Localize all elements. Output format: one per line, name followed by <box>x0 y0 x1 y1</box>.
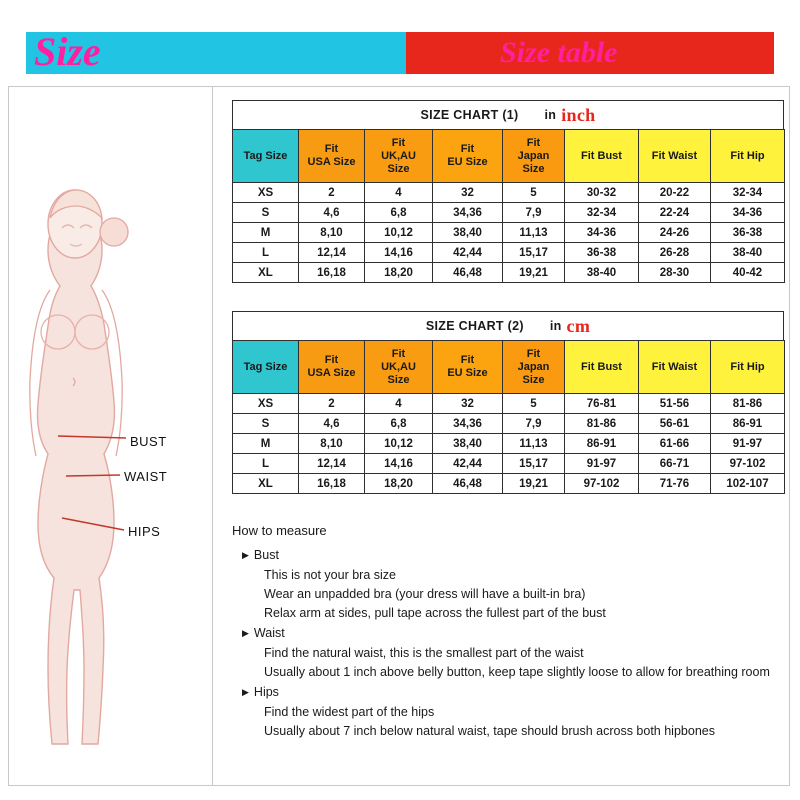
col-header-fit-waist: Fit Waist <box>639 130 711 183</box>
measure-group <box>232 624 784 682</box>
cell-value: 32-34 <box>565 203 639 223</box>
cell-value: 19,21 <box>503 474 565 494</box>
cell-value: 6,8 <box>365 203 433 223</box>
cell-tag-size: XL <box>233 263 299 283</box>
measure-instruction: Usually about 1 inch above belly button, keep tape slightly loose to allow for breathing room <box>264 665 770 679</box>
cell-value: 91-97 <box>711 434 785 454</box>
table-row <box>233 454 785 474</box>
col-header-japan-size: Fit Japan Size <box>503 130 565 183</box>
col-header-tag-size: Tag Size <box>233 341 299 394</box>
col-header-fit-hip: Fit Hip <box>711 341 785 394</box>
cell-value: 46,48 <box>433 263 503 283</box>
table-row <box>233 203 785 223</box>
size-chart-1-unit: inch <box>561 104 596 125</box>
size-chart-2-body <box>233 394 785 494</box>
cell-value: 14,16 <box>365 454 433 474</box>
table-row <box>233 474 785 494</box>
cell-tag-size: XS <box>233 394 299 414</box>
cell-value: 10,12 <box>365 434 433 454</box>
measure-group-name: ▶ Hips <box>242 685 279 699</box>
cell-value: 18,20 <box>365 474 433 494</box>
cell-value: 16,18 <box>299 474 365 494</box>
triangle-bullet-icon: ▶ <box>242 628 249 638</box>
cell-value: 14,16 <box>365 243 433 263</box>
cell-tag-size: XL <box>233 474 299 494</box>
cell-value: 32 <box>433 394 503 414</box>
col-header-ukau-size: Fit UK,AU Size <box>365 130 433 183</box>
cell-value: 28-30 <box>639 263 711 283</box>
measure-group <box>232 546 784 623</box>
measure-instruction: Wear an unpadded bra (your dress will have a built-in bra) <box>264 587 586 601</box>
cell-value: 36-38 <box>565 243 639 263</box>
how-to-measure-section <box>232 521 784 742</box>
cell-value: 46,48 <box>433 474 503 494</box>
size-chart-1-table <box>232 129 785 283</box>
col-header-eu-size: Fit EU Size <box>433 341 503 394</box>
cell-value: 11,13 <box>503 434 565 454</box>
cell-value: 86-91 <box>711 414 785 434</box>
col-header-usa-size: Fit USA Size <box>299 341 365 394</box>
page-title: Size <box>34 29 101 74</box>
cell-value: 4,6 <box>299 203 365 223</box>
header-size-table-title: Size table <box>500 36 618 69</box>
cell-value: 71-76 <box>639 474 711 494</box>
figure-label-waist: WAIST <box>124 469 168 484</box>
cell-value: 97-102 <box>565 474 639 494</box>
cell-value: 16,18 <box>299 263 365 283</box>
cell-value: 19,21 <box>503 263 565 283</box>
cell-value: 15,17 <box>503 243 565 263</box>
cell-value: 38,40 <box>433 434 503 454</box>
size-chart-1-title <box>232 100 784 129</box>
size-chart-1-title-text: SIZE CHART (1) <box>420 108 519 122</box>
cell-value: 18,20 <box>365 263 433 283</box>
table-row <box>233 223 785 243</box>
cell-value: 81-86 <box>711 394 785 414</box>
cell-value: 97-102 <box>711 454 785 474</box>
cell-tag-size: S <box>233 203 299 223</box>
cell-value: 7,9 <box>503 203 565 223</box>
cell-value: 34-36 <box>565 223 639 243</box>
cell-value: 76-81 <box>565 394 639 414</box>
cell-value: 24-26 <box>639 223 711 243</box>
size-chart-2-title <box>232 311 784 340</box>
size-chart-2-title-text: SIZE CHART (2) <box>425 319 524 333</box>
cell-value: 91-97 <box>565 454 639 474</box>
col-header-ukau-size: Fit UK,AU Size <box>365 341 433 394</box>
measure-instruction: Find the natural waist, this is the smallest part of the waist <box>264 646 584 660</box>
table-row <box>233 434 785 454</box>
cell-value: 51-56 <box>639 394 711 414</box>
female-body-outline-icon <box>10 120 210 760</box>
cell-value: 4,6 <box>299 414 365 434</box>
triangle-bullet-icon: ▶ <box>242 550 249 560</box>
cell-value: 15,17 <box>503 454 565 474</box>
measure-instruction: Relax arm at sides, pull tape across the fullest part of the bust <box>264 606 606 620</box>
cell-tag-size: S <box>233 414 299 434</box>
measure-instruction: Find the widest part of the hips <box>264 705 435 719</box>
cell-value: 42,44 <box>433 454 503 474</box>
triangle-bullet-icon: ▶ <box>242 687 249 697</box>
cell-value: 26-28 <box>639 243 711 263</box>
cell-value: 30-32 <box>565 183 639 203</box>
measure-group-name: ▶ Bust <box>242 548 279 562</box>
cell-value: 66-71 <box>639 454 711 474</box>
cell-value: 5 <box>503 394 565 414</box>
cell-tag-size: M <box>233 223 299 243</box>
size-chart-1-unit-prefix: in <box>544 108 557 122</box>
size-chart-2-unit-prefix: in <box>549 319 562 333</box>
size-chart-1-body <box>233 183 785 283</box>
col-header-eu-size: Fit EU Size <box>433 130 503 183</box>
cell-value: 4 <box>365 394 433 414</box>
body-figure <box>10 120 210 760</box>
col-header-usa-size: Fit USA Size <box>299 130 365 183</box>
cell-value: 12,14 <box>299 454 365 474</box>
cell-value: 10,12 <box>365 223 433 243</box>
size-chart-2-unit: cm <box>566 315 591 336</box>
cell-value: 32-34 <box>711 183 785 203</box>
table-header-row <box>233 341 785 394</box>
col-header-tag-size: Tag Size <box>233 130 299 183</box>
col-header-fit-waist: Fit Waist <box>639 341 711 394</box>
cell-value: 20-22 <box>639 183 711 203</box>
cell-value: 102-107 <box>711 474 785 494</box>
cell-tag-size: M <box>233 434 299 454</box>
table-row <box>233 263 785 283</box>
cell-value: 61-66 <box>639 434 711 454</box>
page-header <box>0 0 800 84</box>
cell-value: 6,8 <box>365 414 433 434</box>
col-header-fit-bust: Fit Bust <box>565 341 639 394</box>
cell-value: 34,36 <box>433 203 503 223</box>
size-chart-1 <box>232 100 784 283</box>
size-chart-2-table <box>232 340 785 494</box>
cell-value: 42,44 <box>433 243 503 263</box>
cell-tag-size: L <box>233 454 299 474</box>
content-divider <box>212 86 213 786</box>
measure-group-name: ▶ Waist <box>242 626 285 640</box>
measure-instruction: This is not your bra size <box>264 568 396 582</box>
measure-instruction: Usually about 7 inch below natural waist, tape should brush across both hipbones <box>264 724 715 738</box>
measure-group <box>232 683 784 741</box>
col-header-japan-size: Fit Japan Size <box>503 341 565 394</box>
cell-tag-size: L <box>233 243 299 263</box>
cell-value: 11,13 <box>503 223 565 243</box>
cell-value: 8,10 <box>299 223 365 243</box>
cell-value: 38-40 <box>565 263 639 283</box>
col-header-fit-hip: Fit Hip <box>711 130 785 183</box>
cell-value: 2 <box>299 183 365 203</box>
table-row <box>233 394 785 414</box>
table-row <box>233 243 785 263</box>
table-row <box>233 414 785 434</box>
size-chart-2 <box>232 311 784 494</box>
cell-value: 40-42 <box>711 263 785 283</box>
cell-value: 38,40 <box>433 223 503 243</box>
figure-label-bust: BUST <box>130 434 167 449</box>
cell-tag-size: XS <box>233 183 299 203</box>
cell-value: 81-86 <box>565 414 639 434</box>
cell-value: 86-91 <box>565 434 639 454</box>
cell-value: 8,10 <box>299 434 365 454</box>
how-to-measure-heading: How to measure <box>232 523 327 538</box>
table-row <box>233 183 785 203</box>
cell-value: 4 <box>365 183 433 203</box>
col-header-fit-bust: Fit Bust <box>565 130 639 183</box>
how-to-measure-groups <box>232 546 784 741</box>
cell-value: 34,36 <box>433 414 503 434</box>
cell-value: 5 <box>503 183 565 203</box>
cell-value: 22-24 <box>639 203 711 223</box>
cell-value: 7,9 <box>503 414 565 434</box>
cell-value: 38-40 <box>711 243 785 263</box>
cell-value: 12,14 <box>299 243 365 263</box>
figure-label-hips: HIPS <box>128 524 161 539</box>
cell-value: 2 <box>299 394 365 414</box>
cell-value: 56-61 <box>639 414 711 434</box>
table-header-row <box>233 130 785 183</box>
cell-value: 34-36 <box>711 203 785 223</box>
cell-value: 36-38 <box>711 223 785 243</box>
cell-value: 32 <box>433 183 503 203</box>
